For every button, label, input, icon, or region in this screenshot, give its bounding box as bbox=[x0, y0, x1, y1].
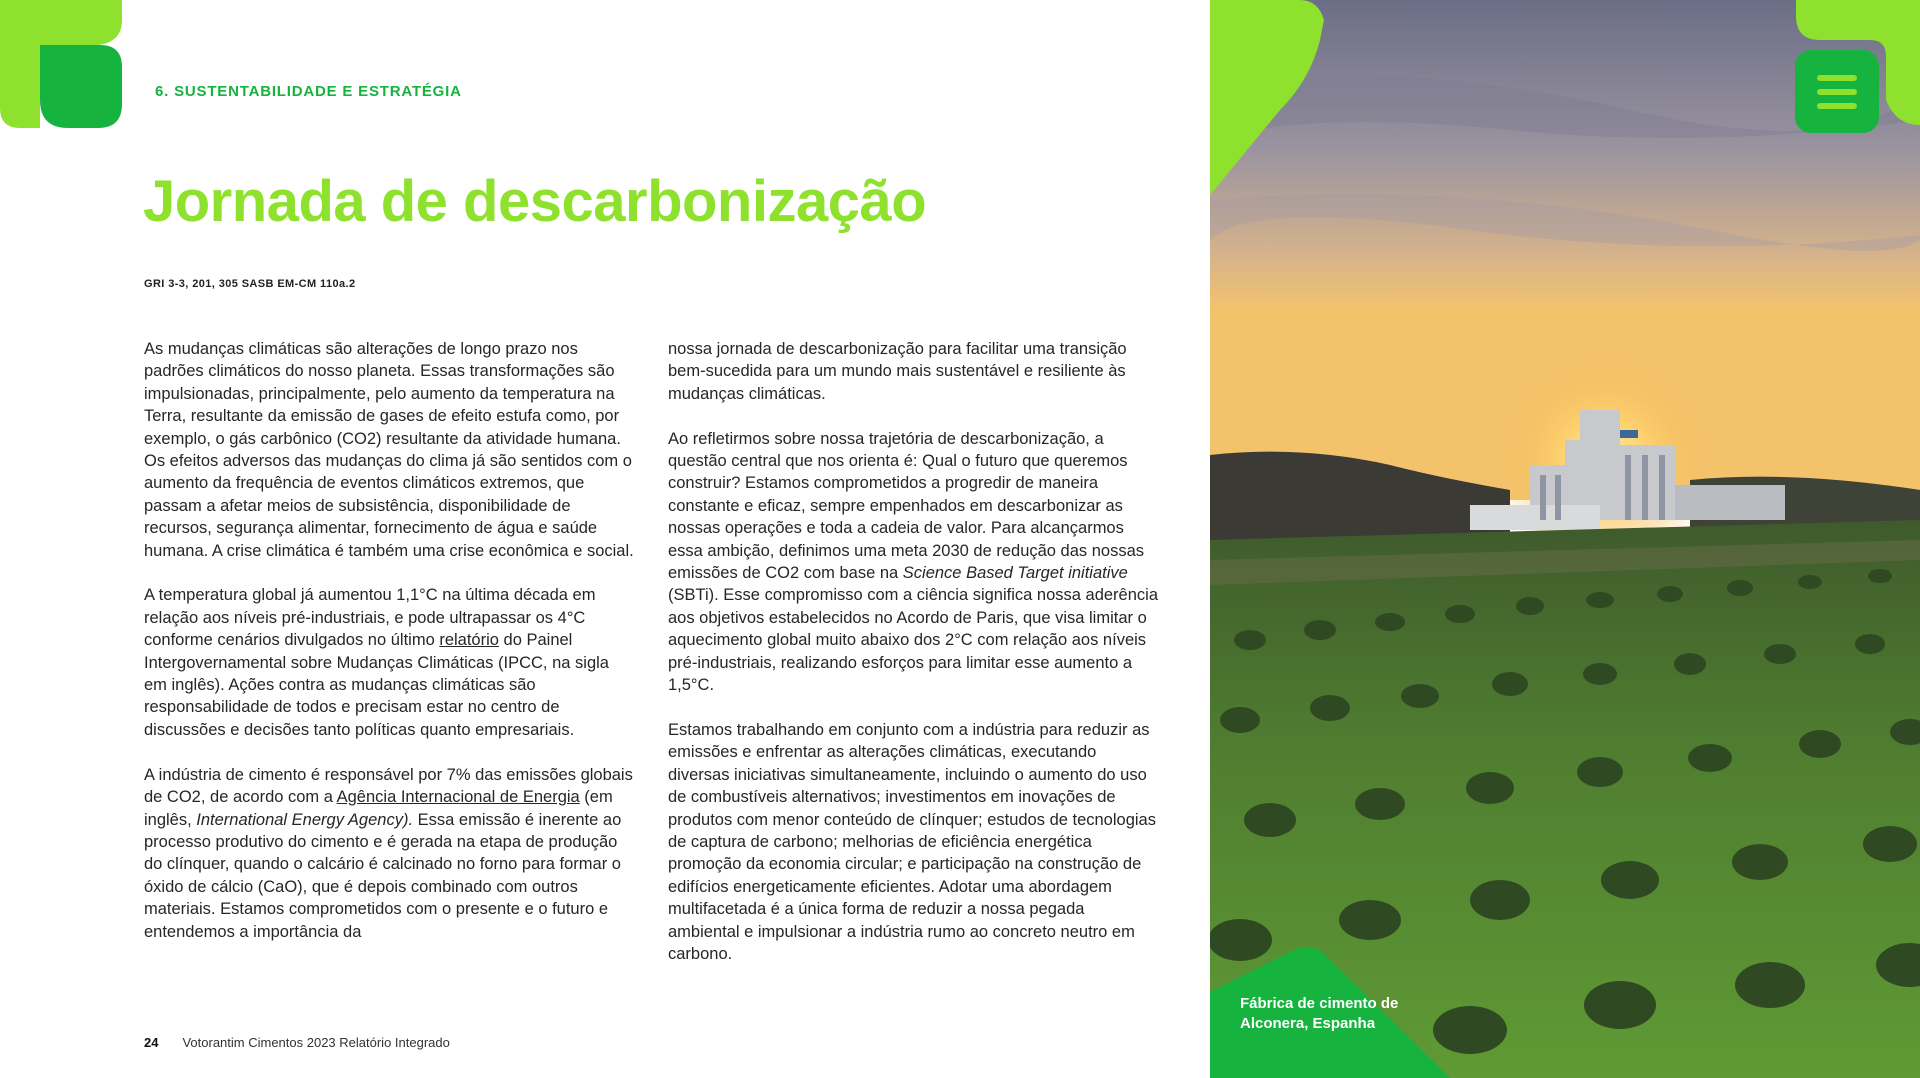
hamburger-menu-icon[interactable] bbox=[1795, 50, 1879, 133]
gri-reference: GRI 3-3, 201, 305 SASB EM-CM 110a.2 bbox=[144, 278, 356, 290]
section-label: 6. SUSTENTABILIDADE E ESTRATÉGIA bbox=[155, 83, 462, 100]
text-column-left bbox=[144, 338, 634, 965]
footer bbox=[144, 1035, 450, 1050]
iea-link[interactable]: Agência Internacional de Energia bbox=[336, 788, 580, 807]
paragraph: A temperatura global já aumentou 1,1°C na última década em relação aos níveis pré-industriais, e pode ultrapassar os 4°C conforme cenários divulgados no último relatório do Painel Intergovernamental sobre Mudanças Climáticas (IPCC, na sigla em inglês). Ações contra as mudanças climáticas são responsabilidade de todos e precisam estar no centro de discussões e decisões tanto políticas quanto empresariais. bbox=[144, 586, 609, 739]
paragraph: A indústria de cimento é responsável por 7% das emissões globais de CO2, de acordo com a Agência Internacional de Energia (em inglês, International Energy Agency). Essa emissão é inerente ao processo produtivo do cimento e é gerada na etapa de produção do clínquer, quando o calcário é calcinado no forno para formar o óxido de cálcio (CaO), que é depois combinado com outros materiais. Estamos comprometidos com o presente e o futuro e entendemos a importância da bbox=[144, 765, 633, 941]
corner-decoration bbox=[0, 0, 130, 130]
text-column-right bbox=[668, 338, 1158, 988]
ipcc-report-link[interactable]: relatório bbox=[439, 631, 499, 650]
paragraph: Estamos trabalhando em conjunto com a indústria para reduzir as emissões e enfrentar as alterações climáticas, executando diversas iniciativas simultaneamente, incluindo o aumento do uso de combustíveis alternativos; investimentos em inovações de produtos com menor conteúdo de clínquer; estudos de tecnologias de captura de carbono; melhorias de eficiência energética promoção da economia circular; e participação na construção de edifícios energeticamente eficientes. Adotar uma abordagem multifacetada é a única forma de reduzir a nossa pegada ambiental e impulsionar a indústria rumo ao concreto neutro em carbono. bbox=[668, 720, 1156, 963]
cement-plant-photo bbox=[1210, 0, 1920, 1078]
paragraph: nossa jornada de descarbonização para facilitar uma transição bem-sucedida para um mundo mais sustentável e resiliente às mudanças climáticas. bbox=[668, 340, 1127, 403]
paragraph: As mudanças climáticas são alterações de longo prazo nos padrões climáticos do nosso planeta. Essas transformações são impulsionadas, principalmente, pelo aumento da temperatura na Terra, resultante da emissão de gases de efeito estufa como, por exemplo, o gás carbônico (CO2) resultante da atividade humana. Os efeitos adversos das mudanças do clima já são sentidos com o aumento da frequência de eventos climáticos extremos, que passam a afetar meios de subsistência, disponibilidade de recursos, segurança alimentar, fornecimento de água e saúde humana. A crise climática é também uma crise econômica e social. bbox=[144, 340, 634, 560]
page-number: 24 bbox=[144, 1035, 159, 1050]
paragraph: Ao refletirmos sobre nossa trajetória de descarbonização, a questão central que nos orienta é: Qual o futuro que queremos construir? Estamos comprometidos a progredir de maneira constante e eficaz, sempre empenhados em descarbonizar as nossas operações e toda a cadeia de valor. Para alcançarmos essa ambição, definimos uma meta 2030 de redução das nossas emissões de CO2 com base na Science Based Target initiative (SBTi). Esse compromisso com a ciência significa nossa aderência aos objetivos estabelecidos no Acordo de Paris, que visa limitar o aquecimento global muito abaixo dos 2°C com relação aos níveis pré-industriais, realizando esforços para limitar esse aumento a 1,5°C. bbox=[668, 429, 1158, 695]
photo-caption: Fábrica de cimento de Alconera, Espanha bbox=[1240, 995, 1399, 1032]
page-title: Jornada de descarbonização bbox=[143, 169, 927, 234]
report-title: Votorantim Cimentos 2023 Relatório Integrado bbox=[182, 1035, 450, 1050]
